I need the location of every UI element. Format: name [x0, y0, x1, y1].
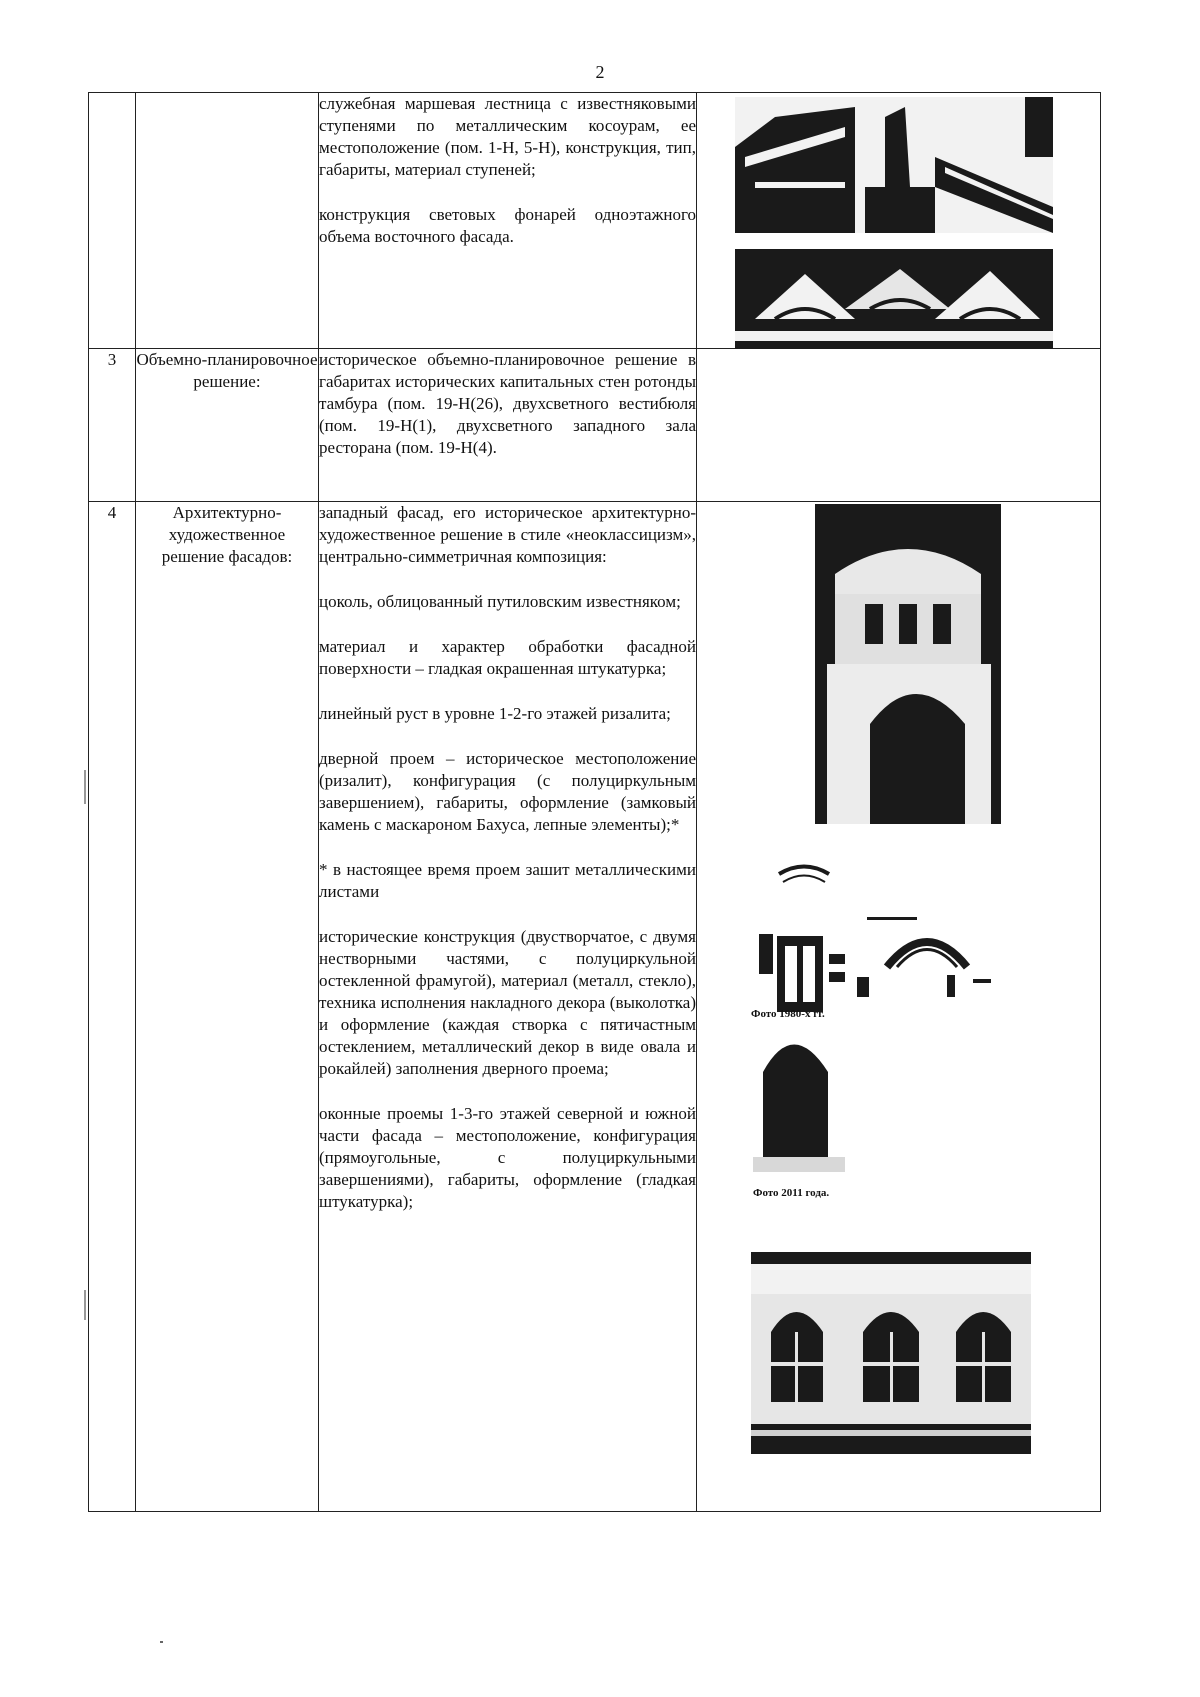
row-number: 4	[89, 502, 136, 1512]
row-category: Объемно-планировочное решение:	[136, 349, 319, 502]
scan-dot	[160, 1641, 163, 1643]
photo-cell	[697, 349, 1101, 502]
row-category: Архитектурно-художественное решение фасадов:	[136, 502, 319, 1512]
photo-caption: Фото 1980-х гг.	[751, 1008, 825, 1020]
description-paragraph: западный фасад, его историческое архитектурно-художественное решение в стиле «неоклассицизм», центрально-симметричная композиция:	[319, 503, 696, 566]
scan-mark	[84, 770, 86, 804]
table-row	[89, 502, 1101, 1512]
description-paragraph: * в настоящее время проем зашит металлическими листами	[319, 860, 696, 901]
staircase-photo	[735, 97, 1053, 233]
door-2011-photo	[753, 1022, 845, 1172]
description-paragraph: историческое объемно-планировочное решение в габаритах исторических капитальных стен ротонды тамбура (пом. 19-Н(26), двухсветного вестибюля (пом. 19-Н(1), двухсветного западного зала ресторана (пом. 19-Н(4).	[319, 350, 696, 457]
row-description	[319, 93, 697, 349]
photo-cell	[697, 502, 1101, 1512]
arch-detail-1980s-photo	[857, 917, 991, 999]
row-category	[136, 93, 319, 349]
description-paragraph: материал и характер обработки фасадной поверхности – гладкая окрашенная штукатурка;	[319, 637, 696, 678]
description-paragraph: цоколь, облицованный путиловским известняком;	[319, 592, 681, 611]
photo-cell	[697, 93, 1101, 349]
table-row	[89, 349, 1101, 502]
description-paragraph: линейный руст в уровне 1-2-го этажей ризалита;	[319, 704, 671, 723]
row-description	[319, 502, 697, 1512]
description-paragraph: исторические конструкция (двустворчатое, с двумя нестворными частями, с полуциркульной остекленной фрамугой), материал (металл, стекло), техника исполнения накладного декора (выколотка) и оформление (каждая створка с пятичастным остеклением, металлический декор в виде овала и рокайлей) заполнения дверного проема;	[319, 927, 696, 1078]
row-number	[89, 93, 136, 349]
monument-subject-table	[88, 92, 1101, 1512]
description-paragraph: дверной проем – историческое местоположение (ризалит), конфигурация (с полуциркульным завершением), габариты, оформление (замковый камень с маскароном Бахуса, лепные элементы);*	[319, 749, 696, 834]
door-1980s-photo	[749, 854, 849, 1012]
table-row	[89, 93, 1101, 349]
description-paragraph: служебная маршевая лестница с известняковыми ступенями по металлическим косоурам, ее местоположение (пом. 1-Н, 5-Н), конструкция, тип, габариты, материал ступеней;	[319, 94, 696, 179]
photo-caption: Фото 2011 года.	[753, 1187, 830, 1199]
row-description	[319, 349, 697, 502]
page-number: 2	[595, 62, 605, 82]
row-number: 3	[89, 349, 136, 502]
facade-risalit-photo	[815, 504, 1001, 824]
skylight-photo	[735, 249, 1053, 349]
description-paragraph: оконные проемы 1-3-го этажей северной и южной части фасада – местоположение, конфигурация (прямоугольные, с полуциркульными завершениями), габариты, оформление (гладкая штукатурка);	[319, 1104, 696, 1211]
description-paragraph: конструкция световых фонарей одноэтажного объема восточного фасада.	[319, 205, 696, 246]
scan-mark	[84, 1290, 86, 1320]
windows-facade-photo	[751, 1252, 1031, 1454]
